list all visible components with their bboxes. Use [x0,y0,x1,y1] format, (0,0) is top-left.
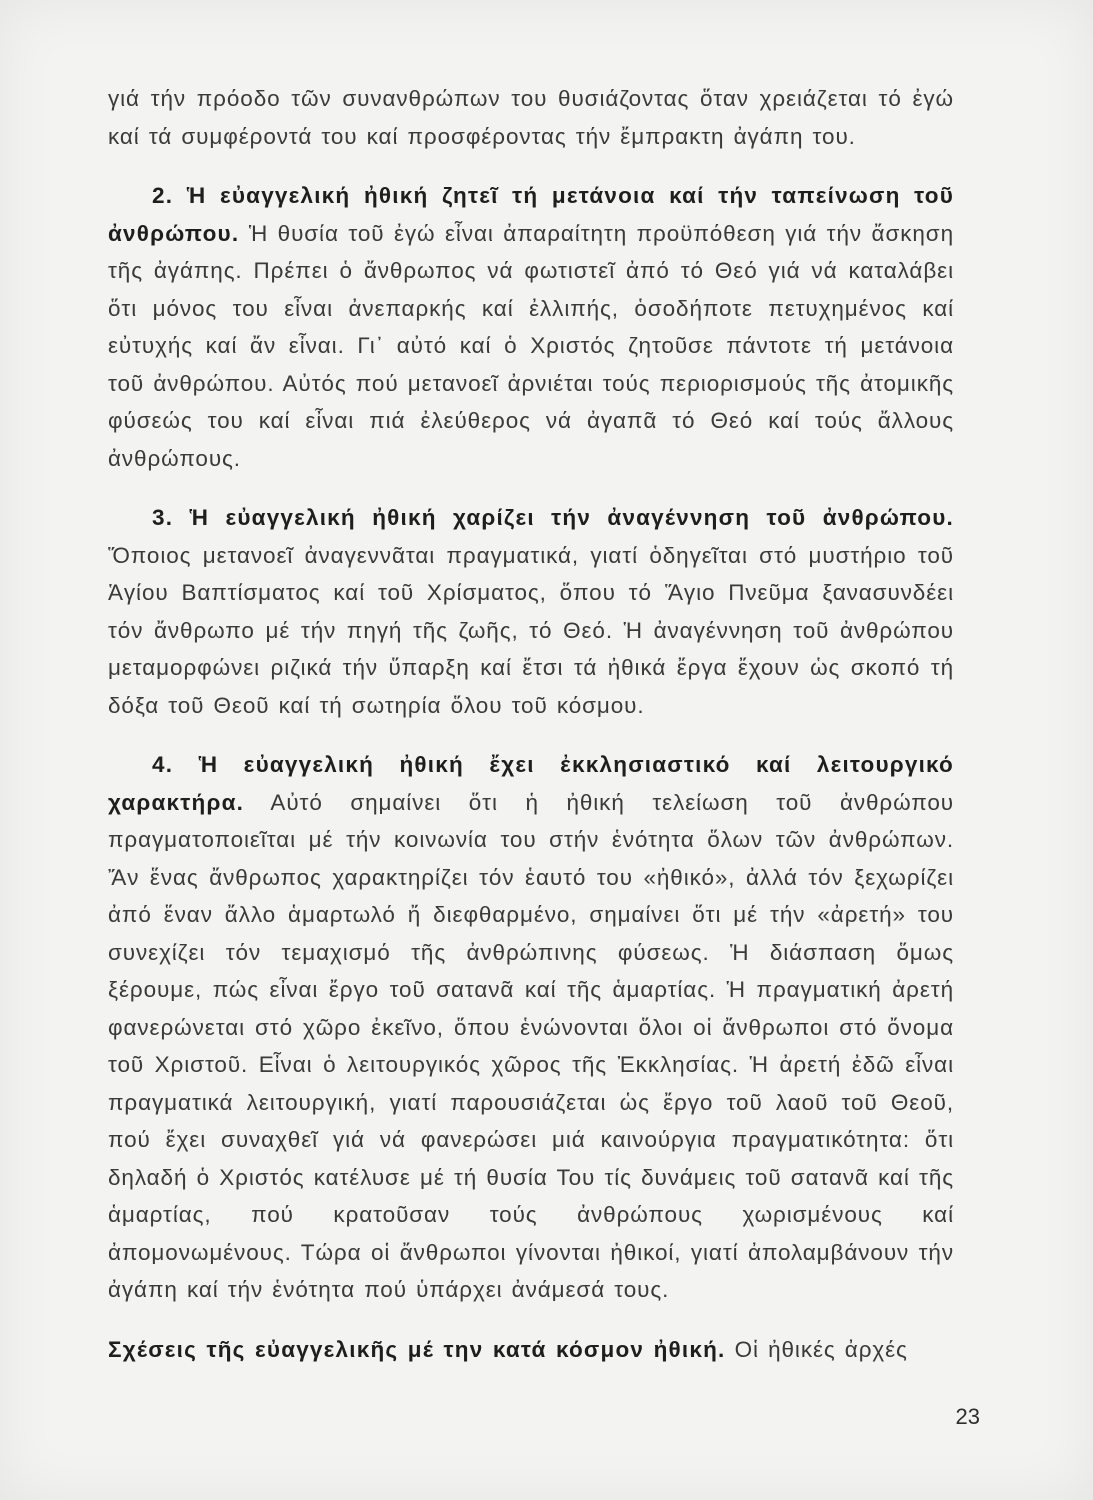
section-3-paragraph [108,499,954,724]
section-4-paragraph [108,746,954,1309]
section-3-heading: 3. Ἡ εὐαγγελική ἠθική χαρίζει τήν ἀναγέννηση τοῦ ἀνθρώπου. [152,505,954,530]
section-4-heading: 4. Ἡ εὐαγγελική ἠθική ἔχει ἐκκλησιαστικό καί λειτουργικό χαρακτήρα. [108,752,954,815]
section-2-body: Ἡ θυσία τοῦ ἐγώ εἶναι ἀπαραίτητη προϋπόθεση γιά τήν ἄσκηση τῆς ἀγάπης. Πρέπει ὁ ἄνθρωπος νά φωτιστεῖ ἀπό τό Θεό γιά νά καταλάβει ὅτι μόνος του εἶναι ἀνεπαρκής καί ἐλλιπής, ὁσοδήποτε πετυχημένος καί εὐτυχής καί ἄν εἶναι. Γι᾽ αὐτό καί ὁ Χριστός ζητοῦσε πάντοτε τή μετάνοια τοῦ ἀνθρώπου. Αὐτός πού μετανοεῖ ἀρνιέται τούς περιορισμούς τῆς ἀτομικῆς φύσεώς του καί εἶναι πιά ἐλεύθερος νά ἀγαπᾶ τό Θεό καί τούς ἄλλους ἀνθρώπους. [108,220,954,471]
relations-heading: Σχέσεις τῆς εὐαγγελικῆς μέ την κατά κόσμον ἠθική. [108,1336,726,1362]
section-2-heading: 2. Ἡ εὐαγγελική ἠθική ζητεῖ τή μετάνοια καί τήν ταπείνωση τοῦ ἀνθρώπου. [108,183,954,246]
section-4-body: Αὐτό σημαίνει ὅτι ἡ ἠθική τελείωση τοῦ ἀνθρώπου πραγματοποιεῖται μέ τήν κοινωνία του στήν ἑνότητα ὅλων τῶν ἀνθρώπων. Ἄν ἕνας ἄνθρωπος χαρακτηρίζει τόν ἑαυτό του «ἠθικό», ἀλλά τόν ξεχωρίζει ἀπό ἕναν ἄλλο ἁμαρτωλό ἤ διεφθαρμένο, σημαίνει ὅτι μέ τήν «ἀρετή» του συνεχίζει τόν τεμαχισμό τῆς ἀνθρώπινης φύσεως. Ἡ διάσπαση ὅμως ξέρουμε, πώς εἶναι ἔργο τοῦ σατανᾶ καί τῆς ἁμαρτίας. Ἡ πραγματική ἀρετή φανερώνεται στό χῶρο ἐκεῖνο, ὅπου ἑνώνονται ὅλοι οἱ ἄνθρωποι στό ὄνομα τοῦ Χριστοῦ. Εἶναι ὁ λειτουργικός χῶρος τῆς Ἐκκλησίας. Ἡ ἀρετή ἐδῶ εἶναι πραγματικά λειτουργική, γιατί παρουσιάζεται ὡς ἔργο τοῦ λαοῦ τοῦ Θεοῦ, πού ἔχει συναχθεῖ γιά νά φανερώσει μιά καινούργια πραγματικότητα: ὅτι δηλαδή ὁ Χριστός κατέλυσε μέ τή θυσία Του τίς δυνάμεις τοῦ σατανᾶ καί τῆς ἁμαρτίας, πού κρατοῦσαν τούς ἀνθρώπους χωρισμένους καί ἀπομονωμένους. Τώρα οἱ ἄνθρωποι γίνονται ἠθικοί, γιατί ἀπολαμβάνουν τήν ἀγάπη καί τήν ἑνότητα πού ὑπάρχει ἀνάμεσά τους. [108,789,954,1302]
section-3-body: Ὅποιος μετανοεῖ ἀναγεννᾶται πραγματικά, γιατί ὁδηγεῖται στό μυστήριο τοῦ Ἁγίου Βαπτίσματος καί τοῦ Χρίσματος, ὅπου τό Ἅγιο Πνεῦμα ξανασυνδέει τόν ἄνθρωπο μέ τήν πηγή τῆς ζωῆς, τό Θεό. Ἡ ἀναγέννηση τοῦ ἀνθρώπου μεταμορφώνει ριζικά τήν ὕπαρξη καί ἔτσι τά ἠθικά ἔργα ἔχουν ὡς σκοπό τή δόξα τοῦ Θεοῦ καί τή σωτηρία ὅλου τοῦ κόσμου. [108,542,954,718]
intro-text: γιά τήν πρόοδο τῶν συνανθρώπων του θυσιάζοντας ὅταν χρειάζεται τό ἐγώ καί τά συμφέροντά του καί προσφέροντας τήν ἔμπρακτη ἀγάπη του. [108,86,954,149]
page-text [108,80,954,1368]
section-2-paragraph [108,177,954,477]
page-number: 23 [955,1404,980,1429]
relations-paragraph [108,1331,954,1369]
relations-body: Οἱ ἠθικές ἀρχές [734,1336,908,1362]
intro-paragraph [108,80,954,155]
